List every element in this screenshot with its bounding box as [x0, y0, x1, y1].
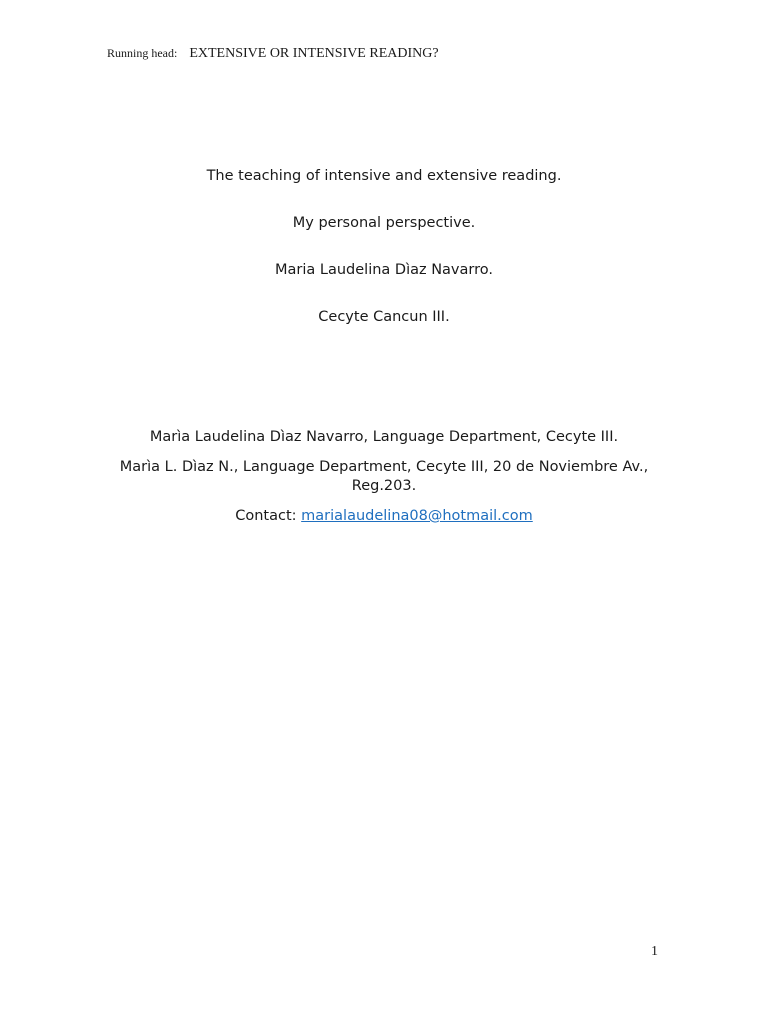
- contact-line: [100, 507, 668, 526]
- author-note: [100, 428, 668, 537]
- running-head-title: EXTENSIVE OR INTENSIVE READING?: [189, 46, 439, 61]
- title-block: [0, 166, 768, 354]
- author-affiliation: Marìa Laudelina Dìaz Navarro, Language Department, Cecyte III.: [149, 429, 619, 445]
- paper-subtitle: My personal perspective.: [292, 215, 476, 231]
- running-head-label: Running head:: [107, 46, 178, 60]
- author-address: Marìa L. Dìaz N., Language Department, Cecyte III, 20 de Noviembre Av., Reg.203.: [119, 459, 649, 494]
- author-name: Maria Laudelina Dìaz Navarro.: [275, 262, 493, 278]
- institution: Cecyte Cancun III.: [318, 309, 450, 325]
- contact-email-link[interactable]: marialaudelina08@hotmail.com: [301, 508, 533, 524]
- contact-label: Contact:: [235, 508, 297, 524]
- page-number: 1: [651, 944, 658, 959]
- running-head: [107, 46, 439, 62]
- paper-title: The teaching of intensive and extensive reading.: [206, 168, 562, 184]
